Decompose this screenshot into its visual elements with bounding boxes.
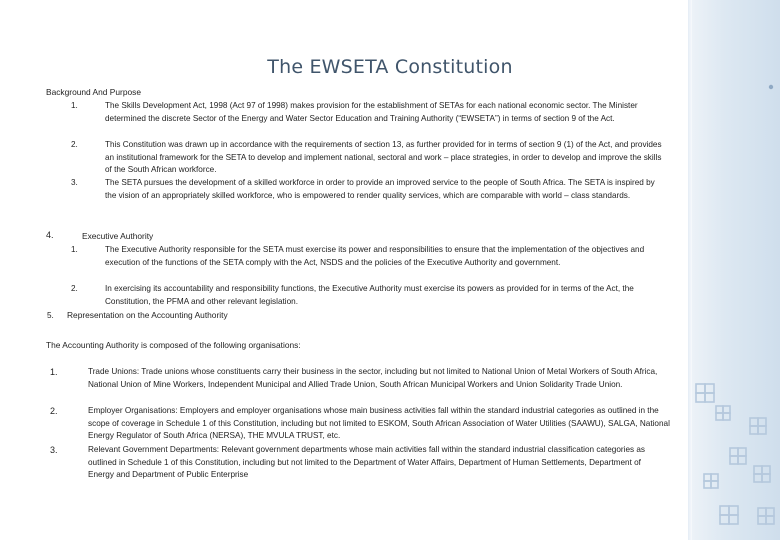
list-number: 3.	[71, 178, 78, 187]
list-item-text: Employer Organisations: Employers and employer organisations whose main business activities fall within the standard industrial categories as outlined in the scope of coverage in Schedule 1 of this Constitution, including but not limited to ESKOM, South African Association of Water Utilities (SAAWU), SALGA, National Energy Regulator of South Africa (NERSA), THE MVULA TRUST, etc.	[88, 406, 670, 441]
list-item-text: The Executive Authority responsible for the SETA must exercise its power and responsibilities to ensure that the implementation of the objectives and execution of the functions of the SETA comply with the Act, NSDS and the policies of the Executive Authority and government.	[105, 245, 645, 267]
section-heading-representation: Representation on the Accounting Authority	[67, 310, 228, 320]
section-number: 5.	[47, 311, 54, 320]
list-item-text: Relevant Government Departments: Relevant government departments whose main activities fall within the standard industrial classification categories as outlined in Schedule 1 of this Constitution, including but not limited to the Department of Water Affairs, Department of Human Settlements, Department of Energy and Department of Public Enterprise	[88, 445, 646, 480]
list-item-text: Trade Unions: Trade unions whose constituents carry their business in the sector, including but not limited to National Union of Metal Workers of South Africa, National Union of Mine Workers, Independent Municipal and Allied Trade Union, South African Municipal Workers and Union Solidarity Trade Union.	[88, 367, 658, 389]
section-heading-background: Background And Purpose	[46, 87, 141, 97]
list-number: 1.	[71, 101, 78, 110]
list-number: 2.	[71, 140, 78, 149]
list-number: 3.	[50, 445, 58, 455]
dot-icon	[768, 84, 774, 90]
section-heading-executive: Executive Authority	[82, 231, 154, 241]
list-item-text: The Skills Development Act, 1998 (Act 97 of 1998) makes provision for the establishment of SETAs for each national economic sector. The Minister determined the discrete Sector of the Energy and Water Sector Education and Training Authority (“EWSETA”) in terms of section 9 of the Act.	[105, 101, 638, 123]
list-item-text: The SETA pursues the development of a skilled workforce in order to provide an improved service to the people of South Africa. The SETA is inspired by the vision of an appropriately skilled workforce, who is empowered to render quality services, which are comparable with world – class standards.	[105, 178, 655, 200]
list-item-text: In exercising its accountability and responsibility functions, the Executive Authority must exercise its powers as provided for in terms of the Act, the Constitution, the PFMA and other relevant legislation.	[105, 284, 634, 306]
list-item-text: This Constitution was drawn up in accordance with the requirements of section 13, as further provided for in terms of section 9 (1) of the Act, and provides an institutional framework for the SETA to develop and implement national, sectoral and work – place strategies, in order to develop and improve the skills of the South African workforce.	[105, 140, 662, 175]
list-number: 2.	[71, 284, 78, 293]
list-number: 1.	[50, 367, 58, 377]
cross-pattern-icon	[690, 378, 780, 540]
list-number: 1.	[71, 245, 78, 254]
section-number: 4.	[46, 230, 54, 240]
page-title: The EWSETA Constitution	[267, 56, 513, 78]
composition-intro: The Accounting Authority is composed of the following organisations:	[46, 340, 301, 350]
list-number: 2.	[50, 406, 58, 416]
